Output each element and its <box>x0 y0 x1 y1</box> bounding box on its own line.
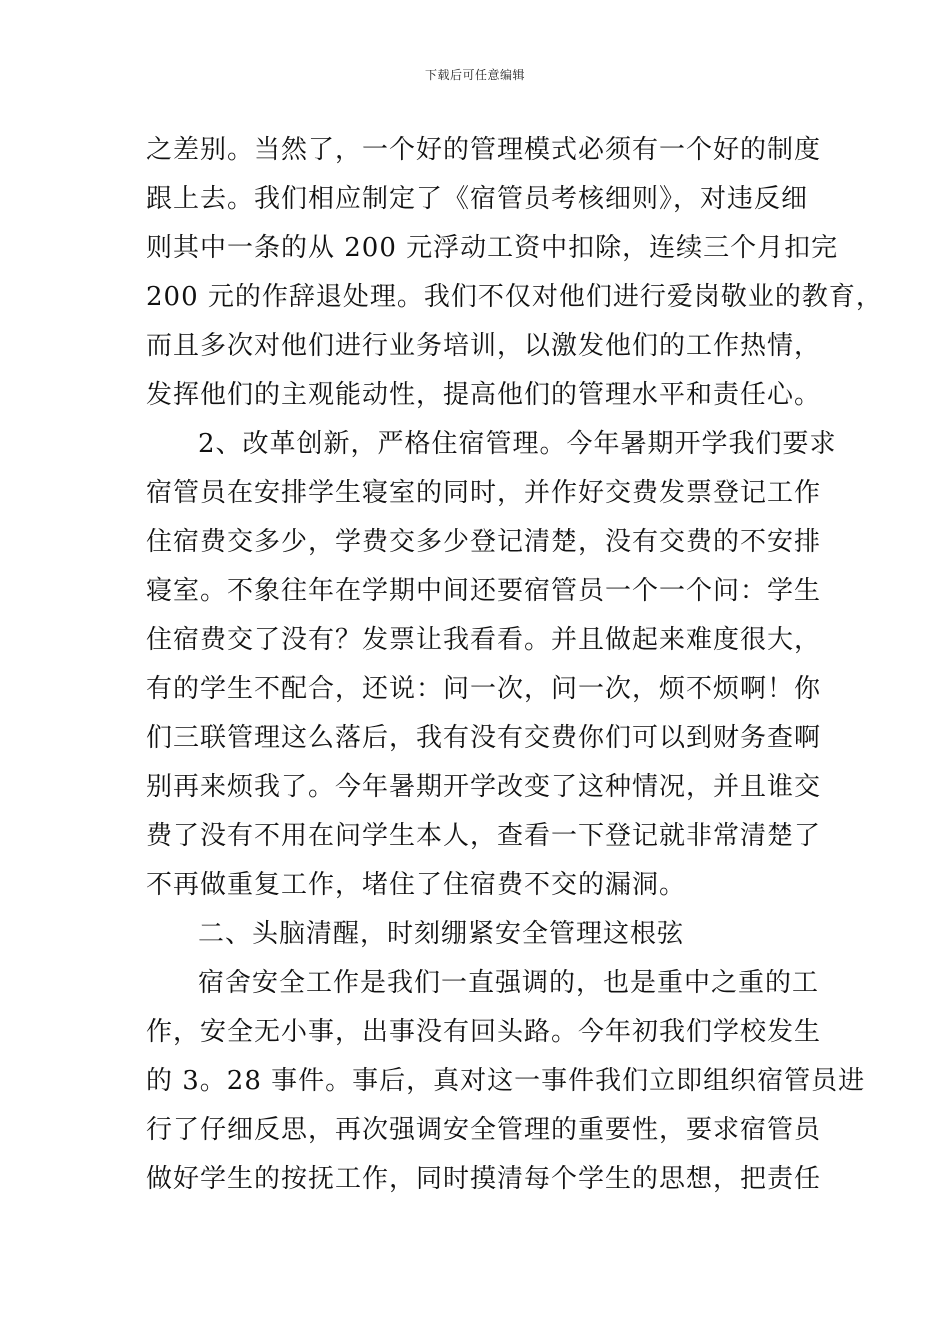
text-line-9: 住宿费交多少，学费交多少登记清楚，没有交费的不安排 <box>146 527 822 557</box>
text-line-19: 作，安全无小事，出事没有回头路。今年初我们学校发生 <box>146 1017 822 1047</box>
document-body <box>146 126 883 1204</box>
text-line-11: 住宿费交了没有？发票让我看看。并且做起来难度很大， <box>146 625 822 655</box>
text-line-21: 行了仔细反思，再次强调安全管理的重要性，要求宿管员 <box>146 1115 822 1145</box>
text-line-14: 别再来烦我了。今年暑期开学改变了这种情况，并且谁交 <box>146 772 822 802</box>
text-line-3: 则其中一条的从 200 元浮动工资中扣除，连续三个月扣完 <box>146 233 839 263</box>
text-line-18: 宿舍安全工作是我们一直强调的，也是重中之重的工 <box>198 968 820 998</box>
text-line-16: 不再做重复工作，堵住了住宿费不交的漏洞。 <box>146 870 687 900</box>
text-line-7: 2、改革创新，严格住宿管理。今年暑期开学我们要求 <box>198 429 837 459</box>
text-line-12: 有的学生不配合，还说：问一次，问一次，烦不烦啊！你 <box>146 674 822 704</box>
text-line-8: 宿管员在安排学生寝室的同时，并作好交费发票登记工作 <box>146 478 822 508</box>
text-line-2: 跟上去。我们相应制定了《宿管员考核细则》，对违反细 <box>146 184 809 214</box>
text-line-5: 而且多次对他们进行业务培训，以激发他们的工作热情， <box>146 331 822 361</box>
text-line-13: 们三联管理这么落后，我有没有交费你们可以到财务查啊 <box>146 723 822 753</box>
text-line-20: 的 3。28 事件。事后，真对这一事件我们立即组织宿管员进 <box>146 1066 866 1096</box>
text-line-4: 200 元的作辞退处理。我们不仅对他们进行爱岗敬业的教育， <box>146 282 883 312</box>
page-header-note: 下载后可任意编辑 <box>424 68 525 82</box>
text-line-22: 做好学生的按抚工作，同时摸清每个学生的思想，把责任 <box>146 1164 822 1194</box>
text-line-10: 寝室。不象往年在学期中间还要宿管员一个一个问：学生 <box>146 576 822 606</box>
text-line-6: 发挥他们的主观能动性，提高他们的管理水平和责任心。 <box>146 380 822 410</box>
text-line-15: 费了没有不用在问学生本人，查看一下登记就非常清楚了 <box>146 821 822 851</box>
text-line-1: 之差别。当然了，一个好的管理模式必须有一个好的制度 <box>146 135 822 165</box>
section-heading: 二、头脑清醒，时刻绷紧安全管理这根弦 <box>198 919 685 949</box>
